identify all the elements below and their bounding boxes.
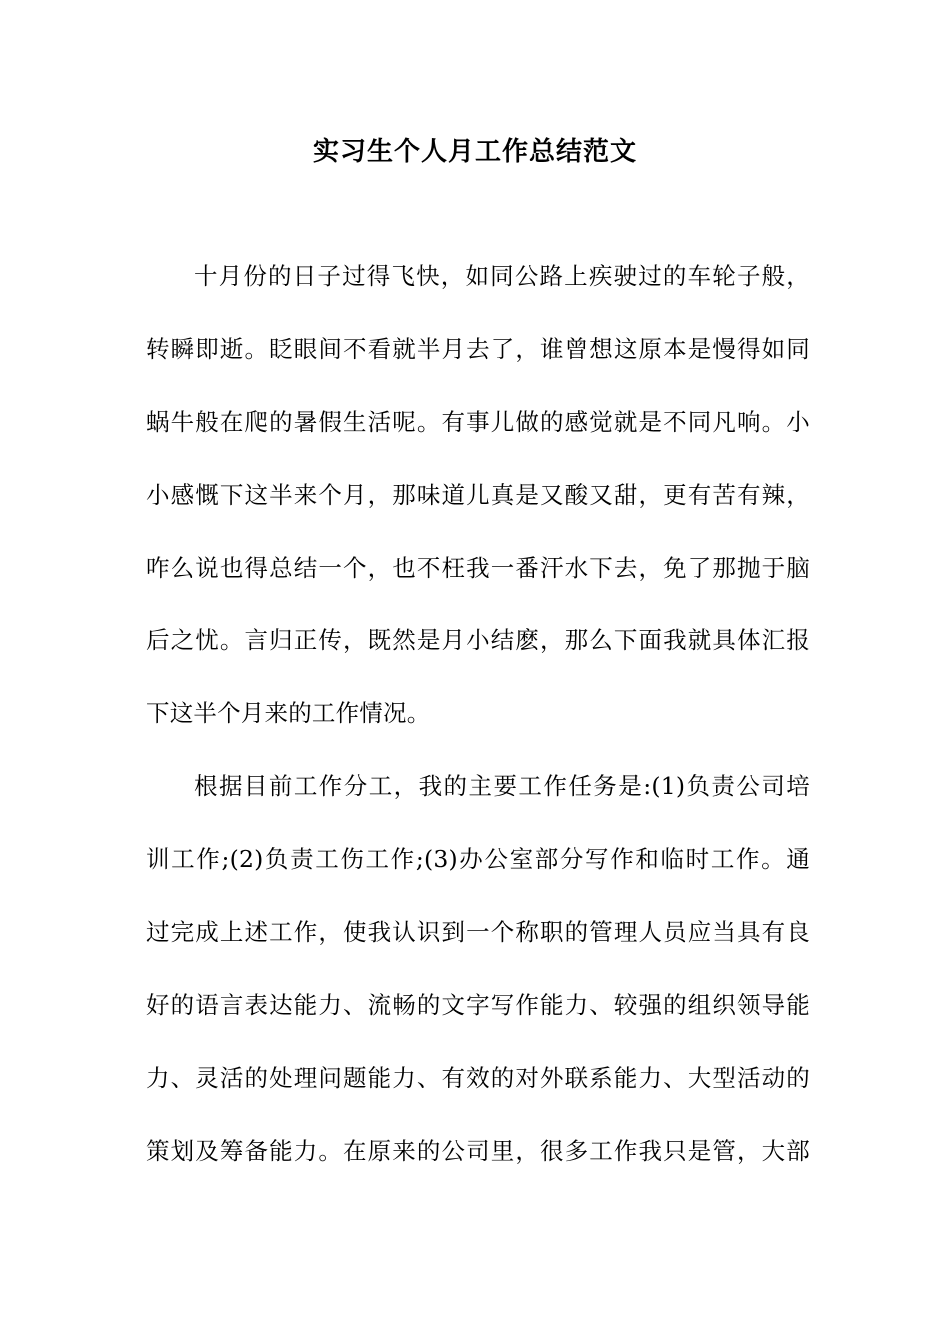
paragraph-2-line-2: 训工作;(2)负责工伤工作;(3)办公室部分写作和临时工作。通 [146,845,810,874]
document-title: 实习生个人月工作总结范文 [312,137,637,167]
paragraph-1-line-7: 下这半个月来的工作情况。 [146,699,431,728]
document-body [146,253,810,1201]
paragraph-2-line-1: 根据目前工作分工，我的主要工作任务是:(1)负责公司培 [194,772,810,801]
paragraph-2-line-3: 过完成上述工作，使我认识到一个称职的管理人员应当具有良 [146,918,810,947]
paragraph-1-line-6: 后之忧。言归正传，既然是月小结麽，那么下面我就具体汇报 [146,626,810,655]
paragraph-2-line-4: 好的语言表达能力、流畅的文字写作能力、较强的组织领导能 [146,990,810,1019]
paragraph-1-line-3: 蜗牛般在爬的暑假生活呢。有事儿做的感觉就是不同凡响。小 [146,407,810,436]
paragraph-2-line-5: 力、灵活的处理问题能力、有效的对外联系能力、大型活动的 [146,1063,810,1092]
paragraph-1-line-1: 十月份的日子过得飞快，如同公路上疾驶过的车轮子般， [194,262,810,290]
paragraph-1-line-5: 咋么说也得总结一个，也不枉我一番汗水下去，免了那抛于脑 [146,553,810,582]
paragraph-1-line-4: 小感慨下这半来个月，那味道儿真是又酸又甜，更有苦有辣， [146,480,810,509]
paragraph-1-line-2: 转瞬即逝。眨眼间不看就半月去了，谁曾想这原本是慢得如同 [146,334,810,363]
paragraph-2-line-6: 策划及筹备能力。在原来的公司里，很多工作我只是管，大部 [146,1136,810,1165]
